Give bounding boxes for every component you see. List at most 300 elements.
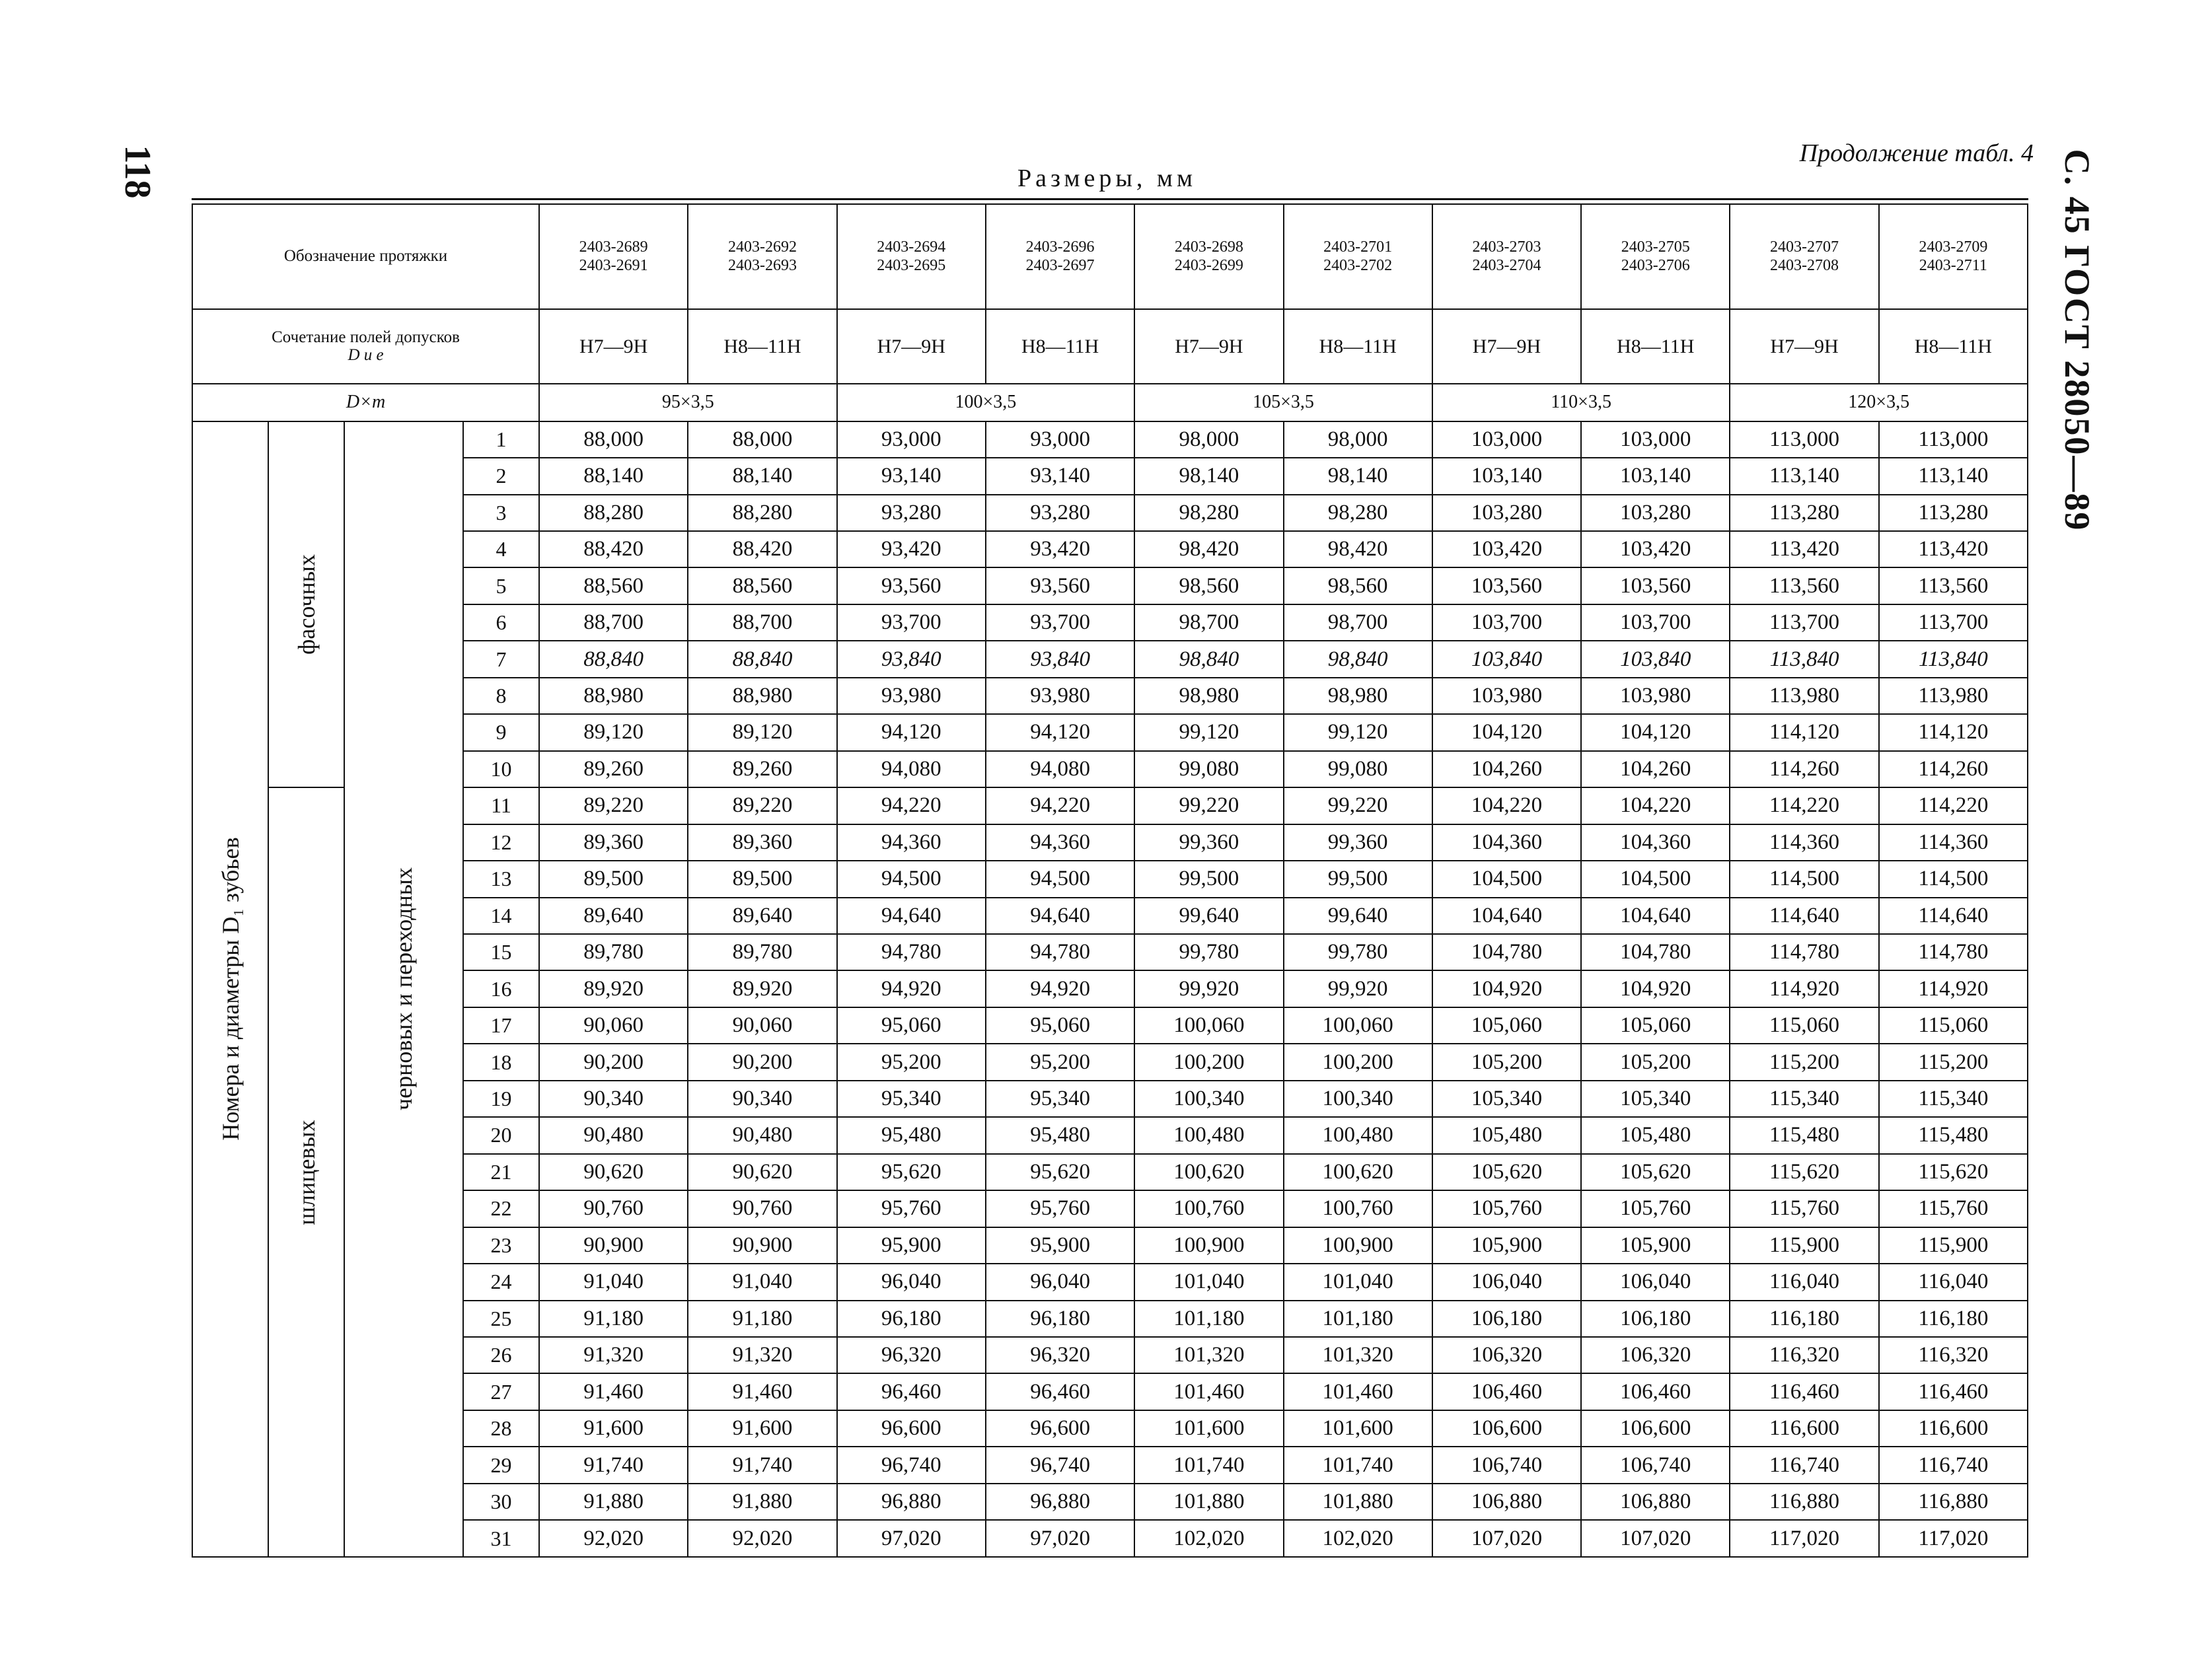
diameter-cell: 107,020: [1432, 1520, 1581, 1557]
diameter-cell: 94,220: [986, 787, 1134, 824]
diameter-cell: 105,200: [1581, 1044, 1730, 1080]
tooth-number: 1: [463, 421, 539, 458]
diameter-cell: 116,040: [1730, 1264, 1878, 1300]
diameter-cell: 94,500: [986, 861, 1134, 897]
diameter-cell: 90,620: [688, 1154, 836, 1190]
diameter-cell: 96,320: [986, 1337, 1134, 1373]
diameter-cell: 103,140: [1432, 458, 1581, 494]
diameter-cell: 114,500: [1730, 861, 1878, 897]
diameter-cell: 113,980: [1879, 678, 2028, 714]
diameter-cell: 113,140: [1730, 458, 1878, 494]
tooth-number: 11: [463, 787, 539, 824]
diameter-cell: 100,620: [1284, 1154, 1432, 1190]
diameter-cell: 90,760: [539, 1190, 688, 1227]
diameter-cell: 116,600: [1730, 1410, 1878, 1447]
diameter-cell: 99,780: [1134, 934, 1283, 970]
diameter-cell: 104,360: [1432, 824, 1581, 861]
tooth-number: 29: [463, 1447, 539, 1483]
tooth-number: 19: [463, 1081, 539, 1117]
diameter-cell: 104,920: [1581, 970, 1730, 1007]
diameter-cell: 88,280: [539, 495, 688, 531]
diameter-cell: 115,900: [1730, 1227, 1878, 1264]
diameter-cell: 116,320: [1730, 1337, 1878, 1373]
diameter-cell: 98,280: [1134, 495, 1283, 531]
diameter-cell: 103,560: [1432, 567, 1581, 604]
diameter-cell: 88,280: [688, 495, 836, 531]
diameter-cell: 91,880: [539, 1484, 688, 1520]
table-row: [192, 421, 2028, 458]
diameter-cell: 99,500: [1134, 861, 1283, 897]
dimensions-caption: Размеры, мм: [1017, 164, 1197, 192]
diameter-cell: 90,480: [688, 1117, 836, 1153]
diameter-cell: 93,700: [837, 604, 986, 641]
diameter-cell: 94,080: [837, 751, 986, 787]
table-row: [192, 714, 2028, 750]
side-label-chamfer-text: фасочных: [293, 554, 320, 655]
diameter-cell: 90,340: [688, 1081, 836, 1117]
dxm-value-3: 105×3,5: [1134, 384, 1432, 421]
table-row: [192, 1264, 2028, 1300]
diameter-cell: 96,600: [986, 1410, 1134, 1447]
diameter-cell: 99,120: [1284, 714, 1432, 750]
diameter-cell: 101,740: [1284, 1447, 1432, 1483]
diameter-cell: 94,780: [837, 934, 986, 970]
diameter-cell: 90,200: [688, 1044, 836, 1080]
diameter-cell: 116,180: [1879, 1301, 2028, 1337]
diameter-cell: 98,840: [1134, 641, 1283, 677]
diameter-cell: 113,840: [1879, 641, 2028, 677]
diameter-cell: 99,780: [1284, 934, 1432, 970]
diameter-cell: 105,620: [1581, 1154, 1730, 1190]
diameter-cell: 105,340: [1432, 1081, 1581, 1117]
diameter-cell: 95,620: [986, 1154, 1134, 1190]
diameter-cell: 99,360: [1134, 824, 1283, 861]
diameter-cell: 105,760: [1432, 1190, 1581, 1227]
diameter-cell: 95,340: [986, 1081, 1134, 1117]
diameter-cell: 106,320: [1432, 1337, 1581, 1373]
table-row: [192, 1410, 2028, 1447]
tooth-number: 30: [463, 1484, 539, 1520]
diameter-cell: 89,640: [539, 898, 688, 934]
table-row: [192, 861, 2028, 897]
diameter-cell: 94,640: [837, 898, 986, 934]
diameter-cell: 104,780: [1581, 934, 1730, 970]
diameter-cell: 96,040: [986, 1264, 1134, 1300]
diameter-cell: 103,140: [1581, 458, 1730, 494]
diameter-cell: 98,700: [1134, 604, 1283, 641]
diameter-cell: 115,060: [1730, 1007, 1878, 1044]
table-row: [192, 641, 2028, 677]
diameter-cell: 91,460: [688, 1373, 836, 1410]
diameter-cell: 114,360: [1879, 824, 2028, 861]
diameter-cell: 89,780: [539, 934, 688, 970]
diameter-cell: 101,040: [1284, 1264, 1432, 1300]
tooth-number: 9: [463, 714, 539, 750]
diameter-cell: 105,060: [1581, 1007, 1730, 1044]
diameter-cell: 116,320: [1879, 1337, 2028, 1373]
diameter-cell: 89,260: [688, 751, 836, 787]
diameter-cell: 96,320: [837, 1337, 986, 1373]
diameter-cell: 89,120: [688, 714, 836, 750]
diameter-cell: 106,740: [1432, 1447, 1581, 1483]
table-row: [192, 495, 2028, 531]
diameter-cell: 106,740: [1581, 1447, 1730, 1483]
column-tolerance-4: H8—11H: [986, 309, 1134, 384]
tooth-number: 7: [463, 641, 539, 677]
diameter-cell: 106,600: [1581, 1410, 1730, 1447]
tooth-number: 2: [463, 458, 539, 494]
diameter-cell: 99,640: [1284, 898, 1432, 934]
diameter-cell: 94,360: [986, 824, 1134, 861]
top-rule: [192, 198, 2028, 200]
diameter-cell: 107,020: [1581, 1520, 1730, 1557]
table-row: [192, 787, 2028, 824]
diameter-cell: 114,360: [1730, 824, 1878, 861]
diameter-cell: 116,460: [1730, 1373, 1878, 1410]
diameter-cell: 91,040: [539, 1264, 688, 1300]
diameter-cell: 104,500: [1581, 861, 1730, 897]
diameter-cell: 106,040: [1581, 1264, 1730, 1300]
table-row: [192, 1154, 2028, 1190]
diameter-cell: 96,460: [986, 1373, 1134, 1410]
diameter-cell: 116,040: [1879, 1264, 2028, 1300]
side-label-outer: [192, 421, 268, 1557]
diameter-cell: 105,060: [1432, 1007, 1581, 1044]
tooth-number: 5: [463, 567, 539, 604]
diameter-cell: 91,600: [688, 1410, 836, 1447]
diameter-cell: 105,340: [1581, 1081, 1730, 1117]
tooth-number: 20: [463, 1117, 539, 1153]
column-code-6: 2403-2701 2403-2702: [1284, 204, 1432, 309]
diameter-cell: 94,220: [837, 787, 986, 824]
tooth-number: 15: [463, 934, 539, 970]
side-label-spline-text: шлицевых: [293, 1119, 320, 1225]
diameter-cell: 89,780: [688, 934, 836, 970]
tooth-number: 18: [463, 1044, 539, 1080]
diameter-cell: 98,280: [1284, 495, 1432, 531]
diameter-cell: 115,200: [1730, 1044, 1878, 1080]
diameter-cell: 96,880: [986, 1484, 1134, 1520]
diameter-cell: 104,360: [1581, 824, 1730, 861]
diameter-cell: 95,200: [986, 1044, 1134, 1080]
diameter-cell: 94,500: [837, 861, 986, 897]
diameter-cell: 116,740: [1879, 1447, 2028, 1483]
dxm-value-1: 95×3,5: [539, 384, 837, 421]
diameter-cell: 114,920: [1879, 970, 2028, 1007]
diameter-cell: 88,980: [539, 678, 688, 714]
column-tolerance-6: H8—11H: [1284, 309, 1432, 384]
diameter-cell: 88,140: [688, 458, 836, 494]
diameter-cell: 103,700: [1581, 604, 1730, 641]
diameter-cell: 98,980: [1284, 678, 1432, 714]
diameter-cell: 98,140: [1284, 458, 1432, 494]
diameter-cell: 98,560: [1134, 567, 1283, 604]
diameter-cell: 93,560: [986, 567, 1134, 604]
diameter-cell: 100,200: [1284, 1044, 1432, 1080]
diameter-cell: 104,260: [1581, 751, 1730, 787]
diameter-cell: 105,480: [1581, 1117, 1730, 1153]
diameter-cell: 88,840: [539, 641, 688, 677]
diameter-cell: 104,120: [1432, 714, 1581, 750]
tooth-number: 6: [463, 604, 539, 641]
table-row: [192, 934, 2028, 970]
tooth-number: 24: [463, 1264, 539, 1300]
diameter-cell: 91,040: [688, 1264, 836, 1300]
diameter-cell: 114,120: [1879, 714, 2028, 750]
tooth-number: 12: [463, 824, 539, 861]
diameter-cell: 115,060: [1879, 1007, 2028, 1044]
tooth-number: 31: [463, 1520, 539, 1557]
diameter-cell: 115,760: [1730, 1190, 1878, 1227]
column-tolerance-2: H8—11H: [688, 309, 836, 384]
diameter-cell: 93,980: [986, 678, 1134, 714]
diameter-cell: 91,740: [539, 1447, 688, 1483]
diameter-cell: 100,760: [1134, 1190, 1283, 1227]
diameter-cell: 103,980: [1581, 678, 1730, 714]
diameter-cell: 114,260: [1730, 751, 1878, 787]
diameter-cell: 114,260: [1879, 751, 2028, 787]
diameter-cell: 98,420: [1134, 531, 1283, 567]
diameter-cell: 95,760: [986, 1190, 1134, 1227]
diameter-cell: 106,180: [1581, 1301, 1730, 1337]
diameter-cell: 113,140: [1879, 458, 2028, 494]
diameter-cell: 89,920: [539, 970, 688, 1007]
diameter-cell: 88,420: [539, 531, 688, 567]
diameter-cell: 99,360: [1284, 824, 1432, 861]
dxm-value-5: 120×3,5: [1730, 384, 2028, 421]
diameter-cell: 105,900: [1581, 1227, 1730, 1264]
diameter-cell: 93,000: [837, 421, 986, 458]
tooth-number: 8: [463, 678, 539, 714]
diameter-cell: 113,700: [1879, 604, 2028, 641]
diameter-cell: 93,700: [986, 604, 1134, 641]
diameter-cell: 91,320: [539, 1337, 688, 1373]
diameter-cell: 101,600: [1284, 1410, 1432, 1447]
column-tolerance-10: H8—11H: [1879, 309, 2028, 384]
diameter-cell: 94,120: [837, 714, 986, 750]
diameter-cell: 88,980: [688, 678, 836, 714]
diameter-cell: 95,480: [837, 1117, 986, 1153]
diameter-cell: 89,360: [539, 824, 688, 861]
table-row: [192, 824, 2028, 861]
column-code-1: 2403-2689 2403-2691: [539, 204, 688, 309]
diameter-cell: 103,280: [1581, 495, 1730, 531]
diameter-cell: 100,900: [1284, 1227, 1432, 1264]
table-row: [192, 751, 2028, 787]
diameter-cell: 97,020: [986, 1520, 1134, 1557]
diameter-cell: 101,040: [1134, 1264, 1283, 1300]
diameter-cell: 113,980: [1730, 678, 1878, 714]
diameter-cell: 103,840: [1432, 641, 1581, 677]
column-code-7: 2403-2703 2403-2704: [1432, 204, 1581, 309]
diameter-cell: 96,460: [837, 1373, 986, 1410]
diameter-cell: 105,620: [1432, 1154, 1581, 1190]
diameter-cell: 113,420: [1730, 531, 1878, 567]
diameter-cell: 90,620: [539, 1154, 688, 1190]
tolerance-row: [192, 309, 2028, 384]
diameter-cell: 88,560: [539, 567, 688, 604]
diameter-cell: 94,780: [986, 934, 1134, 970]
diameter-cell: 95,480: [986, 1117, 1134, 1153]
diameter-cell: 104,920: [1432, 970, 1581, 1007]
diameter-cell: 115,340: [1730, 1081, 1878, 1117]
diameter-cell: 93,420: [986, 531, 1134, 567]
diameter-cell: 89,500: [688, 861, 836, 897]
diameter-cell: 116,460: [1879, 1373, 2028, 1410]
tooth-number: 4: [463, 531, 539, 567]
diameter-cell: 91,320: [688, 1337, 836, 1373]
diameter-cell: 92,020: [539, 1520, 688, 1557]
table-row: [192, 458, 2028, 494]
column-tolerance-5: H7—9H: [1134, 309, 1283, 384]
tooth-number: 16: [463, 970, 539, 1007]
diameter-cell: 95,060: [837, 1007, 986, 1044]
diameter-cell: 89,500: [539, 861, 688, 897]
diameter-cell: 115,480: [1730, 1117, 1878, 1153]
diameter-cell: 94,920: [986, 970, 1134, 1007]
diameter-cell: 93,280: [986, 495, 1134, 531]
diameter-cell: 93,280: [837, 495, 986, 531]
table-row: [192, 1484, 2028, 1520]
side-label-outer-text: Номера и диаметры D₁ зубьев: [217, 837, 244, 1141]
diameter-cell: 113,700: [1730, 604, 1878, 641]
tooth-number: 28: [463, 1410, 539, 1447]
diameter-cell: 100,060: [1284, 1007, 1432, 1044]
diameter-cell: 117,020: [1879, 1520, 2028, 1557]
diameter-cell: 101,740: [1134, 1447, 1283, 1483]
column-code-8: 2403-2705 2403-2706: [1581, 204, 1730, 309]
diameter-cell: 104,120: [1581, 714, 1730, 750]
diameter-cell: 88,000: [539, 421, 688, 458]
table-row: [192, 898, 2028, 934]
diameter-cell: 96,180: [986, 1301, 1134, 1337]
dimensions-table: [192, 203, 2028, 1558]
diameter-cell: 114,780: [1879, 934, 2028, 970]
diameter-cell: 104,260: [1432, 751, 1581, 787]
diameter-cell: 99,220: [1284, 787, 1432, 824]
diameter-cell: 98,140: [1134, 458, 1283, 494]
diameter-cell: 94,120: [986, 714, 1134, 750]
column-code-5: 2403-2698 2403-2699: [1134, 204, 1283, 309]
diameter-cell: 100,620: [1134, 1154, 1283, 1190]
table-row: [192, 1044, 2028, 1080]
table-row: [192, 567, 2028, 604]
side-label-rough: [344, 421, 463, 1557]
diameter-cell: 93,000: [986, 421, 1134, 458]
diameter-cell: 98,420: [1284, 531, 1432, 567]
diameter-cell: 95,900: [837, 1227, 986, 1264]
diameter-cell: 100,760: [1284, 1190, 1432, 1227]
column-code-3: 2403-2694 2403-2695: [837, 204, 986, 309]
diameter-cell: 113,280: [1879, 495, 2028, 531]
diameter-cell: 96,740: [986, 1447, 1134, 1483]
diameter-cell: 114,920: [1730, 970, 1878, 1007]
diameter-cell: 104,220: [1581, 787, 1730, 824]
diameter-cell: 90,480: [539, 1117, 688, 1153]
diameter-cell: 100,340: [1284, 1081, 1432, 1117]
diameter-cell: 103,840: [1581, 641, 1730, 677]
diameter-cell: 113,420: [1879, 531, 2028, 567]
diameter-cell: 89,220: [539, 787, 688, 824]
diameter-cell: 95,900: [986, 1227, 1134, 1264]
diameter-cell: 99,920: [1134, 970, 1283, 1007]
diameter-cell: 114,640: [1730, 898, 1878, 934]
table-row: [192, 1373, 2028, 1410]
diameter-cell: 116,880: [1879, 1484, 2028, 1520]
diameter-cell: 114,640: [1879, 898, 2028, 934]
diameter-cell: 90,060: [539, 1007, 688, 1044]
diameter-cell: 95,060: [986, 1007, 1134, 1044]
diameter-cell: 103,700: [1432, 604, 1581, 641]
diameter-cell: 98,840: [1284, 641, 1432, 677]
diameter-cell: 106,040: [1432, 1264, 1581, 1300]
diameter-cell: 94,360: [837, 824, 986, 861]
diameter-cell: 115,620: [1730, 1154, 1878, 1190]
tooth-number: 23: [463, 1227, 539, 1264]
diameter-cell: 114,780: [1730, 934, 1878, 970]
diameter-cell: 101,880: [1134, 1484, 1283, 1520]
diameter-cell: 105,900: [1432, 1227, 1581, 1264]
diameter-cell: 90,900: [539, 1227, 688, 1264]
table-row: [192, 604, 2028, 641]
diameter-cell: 113,000: [1879, 421, 2028, 458]
column-code-4: 2403-2696 2403-2697: [986, 204, 1134, 309]
diameter-cell: 90,900: [688, 1227, 836, 1264]
diameter-cell: 91,880: [688, 1484, 836, 1520]
diameter-cell: 93,140: [986, 458, 1134, 494]
diameter-cell: 105,200: [1432, 1044, 1581, 1080]
tooth-number: 25: [463, 1301, 539, 1337]
tooth-number: 22: [463, 1190, 539, 1227]
diameter-cell: 103,420: [1581, 531, 1730, 567]
diameter-cell: 104,780: [1432, 934, 1581, 970]
diameter-cell: 113,840: [1730, 641, 1878, 677]
diameter-cell: 94,920: [837, 970, 986, 1007]
diameter-cell: 115,340: [1879, 1081, 2028, 1117]
diameter-cell: 96,880: [837, 1484, 986, 1520]
designation-label: Обозначение протяжки: [192, 204, 539, 309]
diameter-cell: 106,600: [1432, 1410, 1581, 1447]
page-number: 118: [117, 145, 158, 199]
table-row: [192, 1007, 2028, 1044]
diameter-cell: 99,920: [1284, 970, 1432, 1007]
table-row: [192, 531, 2028, 567]
column-tolerance-9: H7—9H: [1730, 309, 1878, 384]
diameter-cell: 89,640: [688, 898, 836, 934]
tooth-number: 14: [463, 898, 539, 934]
diameter-cell: 95,620: [837, 1154, 986, 1190]
diameter-cell: 100,060: [1134, 1007, 1283, 1044]
diameter-cell: 92,020: [688, 1520, 836, 1557]
diameter-cell: 100,200: [1134, 1044, 1283, 1080]
side-label-spline: [268, 787, 344, 1557]
diameter-cell: 104,500: [1432, 861, 1581, 897]
tooth-number: 13: [463, 861, 539, 897]
diameter-cell: 98,700: [1284, 604, 1432, 641]
diameter-cell: 99,080: [1284, 751, 1432, 787]
diameter-cell: 104,640: [1581, 898, 1730, 934]
diameter-cell: 88,560: [688, 567, 836, 604]
column-tolerance-3: H7—9H: [837, 309, 986, 384]
diameter-cell: 88,000: [688, 421, 836, 458]
diameter-cell: 101,180: [1284, 1301, 1432, 1337]
diameter-cell: 103,560: [1581, 567, 1730, 604]
tooth-number: 21: [463, 1154, 539, 1190]
document-reference: С. 45 ГОСТ 28050—89: [2057, 149, 2097, 532]
diameter-cell: 93,840: [986, 641, 1134, 677]
table-row: [192, 1447, 2028, 1483]
diameter-cell: 113,560: [1730, 567, 1878, 604]
